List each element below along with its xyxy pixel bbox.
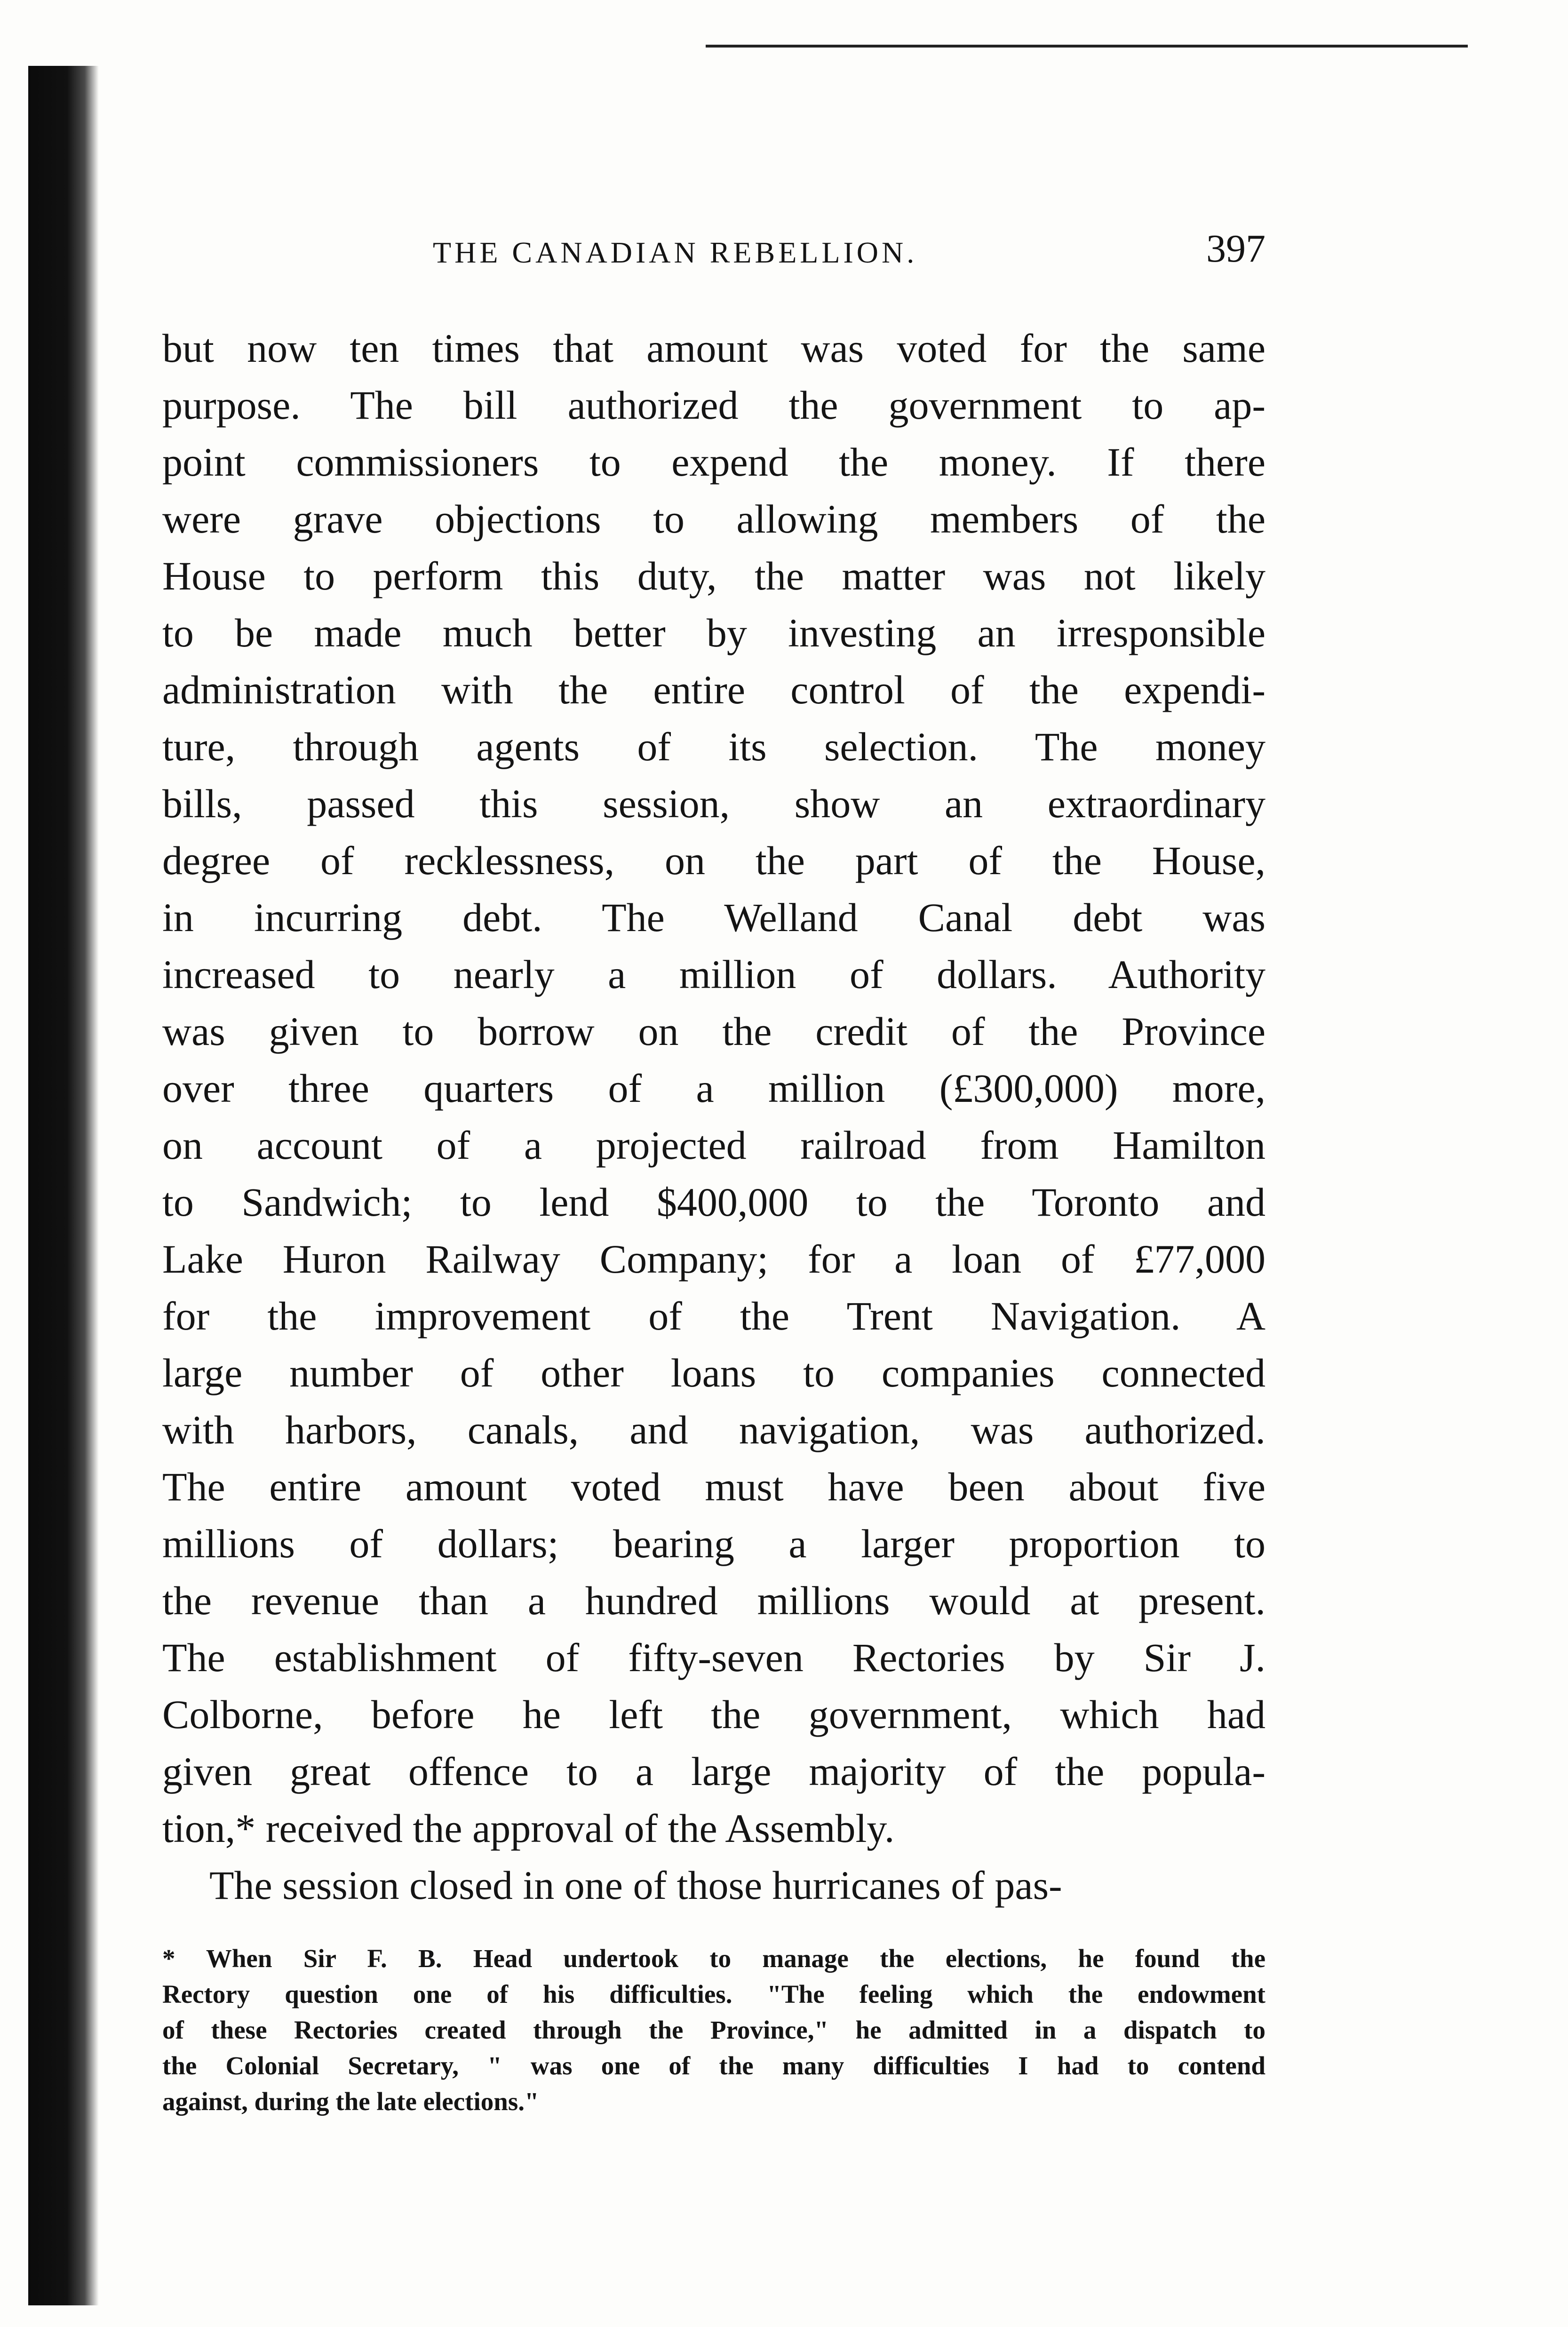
text-line: was given to borrow on the credit of the Province: [162, 1009, 1266, 1054]
text-line: in incurring debt. The Welland Canal debt was: [162, 895, 1266, 940]
text-line: the revenue than a hundred millions would at present.: [162, 1578, 1266, 1623]
footnote: [162, 1941, 1266, 2120]
text-line: degree of recklessness, on the part of the House,: [162, 838, 1266, 883]
footnote-line: Rectory question one of his difficulties. "The feeling which the endowment: [162, 1980, 1266, 2008]
text-line: but now ten times that amount was voted for the same: [162, 326, 1266, 371]
text-line: for the improvement of the Trent Navigation. A: [162, 1293, 1266, 1339]
footnote-line: of these Rectories created through the Province," he admitted in a dispatch to: [162, 2016, 1266, 2044]
text-line-paragraph-end: tion,* received the approval of the Assembly.: [162, 1806, 895, 1851]
text-line: The entire amount voted must have been about five: [162, 1464, 1266, 1509]
binding-shadow: [28, 66, 99, 2305]
text-line: large number of other loans to companies connected: [162, 1350, 1266, 1395]
text-line: House to perform this duty, the matter was not likely: [162, 553, 1266, 598]
text-line: to Sandwich; to lend $400,000 to the Toronto and: [162, 1179, 1266, 1225]
text-line: ture, through agents of its selection. The money: [162, 724, 1266, 769]
footnote-line: * When Sir F. B. Head undertook to manage the elections, he found the: [162, 1944, 1266, 1973]
page-number: 397: [1206, 227, 1266, 271]
footnote-line: the Colonial Secretary, " was one of the many difficulties I had to contend: [162, 2051, 1266, 2080]
text-line: Lake Huron Railway Company; for a loan of £77,000: [162, 1236, 1266, 1282]
text-line: bills, passed this session, show an extraordinary: [162, 781, 1266, 826]
text-line: were grave objections to allowing members of the: [162, 496, 1266, 542]
text-line: point commissioners to expend the money. If there: [162, 439, 1266, 485]
running-head: THE CANADIAN REBELLION.: [433, 236, 918, 269]
text-line: on account of a projected railroad from Hamilton: [162, 1123, 1266, 1168]
text-line: increased to nearly a million of dollars. Authority: [162, 952, 1266, 997]
text-line-paragraph-start: The session closed in one of those hurricanes of pas-: [209, 1863, 1062, 1908]
text-line: over three quarters of a million (£300,000) more,: [162, 1066, 1266, 1111]
top-rule: [706, 45, 1468, 48]
text-line: given great offence to a large majority of the popula-: [162, 1749, 1266, 1794]
text-line: The establishment of fifty-seven Rectories by Sir J.: [162, 1635, 1266, 1680]
text-line: millions of dollars; bearing a larger proportion to: [162, 1521, 1266, 1566]
body-text: [162, 320, 1266, 1914]
text-line: with harbors, canals, and navigation, was authorized.: [162, 1407, 1266, 1452]
text-line: administration with the entire control of the expendi-: [162, 667, 1266, 712]
footnote-line: against, during the late elections.": [162, 2087, 539, 2116]
text-line: purpose. The bill authorized the government to ap-: [162, 383, 1266, 428]
text-line: Colborne, before he left the government, which had: [162, 1692, 1266, 1737]
text-line: to be made much better by investing an irresponsible: [162, 610, 1266, 655]
